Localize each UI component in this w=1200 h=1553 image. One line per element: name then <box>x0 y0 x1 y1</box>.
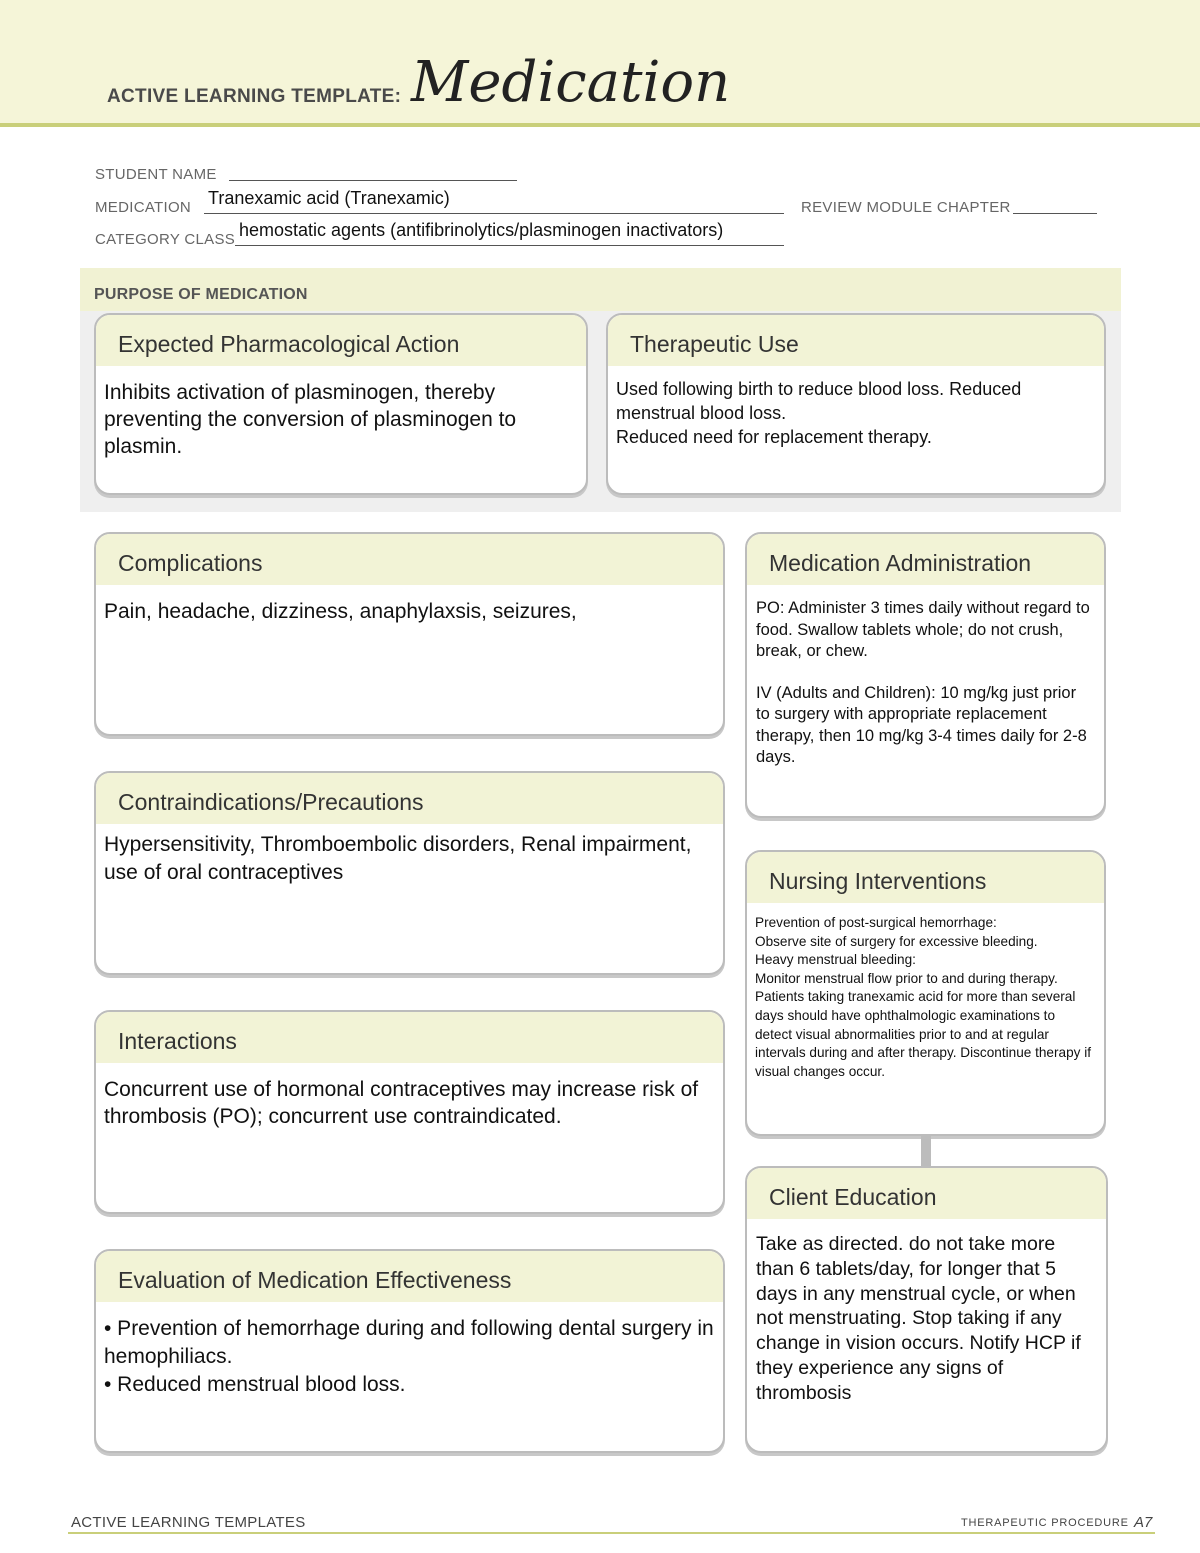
nursing-line: Monitor menstrual flow prior to and during therapy. Patients taking tranexamic acid for more than several days should have ophthalmologic examinations to detect visual abnormalities prior to and at regular intervals during and after therapy. Discontinue therapy if visual changes occur. <box>755 970 1092 1079</box>
interactions-heading: Interactions <box>96 1012 723 1064</box>
category-class-label: CATEGORY CLASS <box>95 231 236 248</box>
medication-label: MEDICATION <box>95 199 192 216</box>
evaluation-line: • Reduced menstrual blood loss. <box>104 1373 406 1396</box>
nursing-line: Observe site of surgery for excessive bleeding. <box>755 933 1038 949</box>
contraindications-heading: Contraindications/Precautions <box>96 773 723 825</box>
administration-body[interactable] <box>747 586 1104 769</box>
review-module-label: REVIEW MODULE CHAPTER <box>801 199 1011 216</box>
nursing-interventions-box <box>745 850 1106 1136</box>
header-divider <box>0 123 1200 127</box>
category-class-value: hemostatic agents (antifibrinolytics/plasminogen inactivators) <box>239 220 724 240</box>
expected-action-heading: Expected Pharmacological Action <box>96 315 586 367</box>
evaluation-box <box>94 1249 725 1453</box>
administration-box <box>745 532 1106 818</box>
nursing-line: Heavy menstrual bleeding: <box>755 952 916 968</box>
connector-bar <box>921 1136 931 1166</box>
administration-paragraph: IV (Adults and Children): 10 mg/kg just prior to surgery with appropriate replacement therapy, then 10 mg/kg 3-4 times daily for 2-8 days. <box>756 683 1087 766</box>
evaluation-body[interactable] <box>96 1303 723 1399</box>
student-name-label: STUDENT NAME <box>95 166 217 183</box>
therapeutic-use-box <box>606 313 1106 495</box>
nursing-interventions-body[interactable] <box>747 904 1104 1081</box>
therapeutic-use-heading: Therapeutic Use <box>608 315 1104 367</box>
client-education-box <box>745 1166 1108 1453</box>
category-class-field[interactable] <box>235 220 784 246</box>
student-name-field[interactable] <box>229 180 517 181</box>
interactions-box <box>94 1010 725 1214</box>
expected-action-box <box>94 313 588 495</box>
contraindications-body[interactable]: Hypersensitivity, Thromboembolic disorders, Renal impairment, use of oral contraceptives <box>104 833 692 884</box>
purpose-title: PURPOSE OF MEDICATION <box>94 286 308 303</box>
footer-divider <box>68 1532 1155 1534</box>
footer-right-label: THERAPEUTIC PROCEDURE <box>961 1517 1129 1529</box>
client-education-heading: Client Education <box>747 1168 1106 1220</box>
footer-page-number: A7 <box>1134 1514 1153 1531</box>
administration-paragraph: PO: Administer 3 times daily without regard to food. Swallow tablets whole; do not crush, break, or chew. <box>756 599 1090 660</box>
footer-left-label: ACTIVE LEARNING TEMPLATES <box>71 1514 306 1531</box>
therapeutic-use-line: Used following birth to reduce blood loss. Reduced menstrual blood loss. <box>616 379 1022 423</box>
complications-box <box>94 532 725 736</box>
complications-heading: Complications <box>96 534 723 586</box>
expected-action-body[interactable]: Inhibits activation of plasminogen, thereby preventing the conversion of plasminogen to plasmin. <box>104 381 517 458</box>
complications-body[interactable]: Pain, headache, dizziness, anaphylaxsis, seizures, <box>104 600 577 623</box>
therapeutic-use-line: Reduced need for replacement therapy. <box>616 427 932 447</box>
contraindications-box <box>94 771 725 975</box>
evaluation-heading: Evaluation of Medication Effectiveness <box>96 1251 723 1303</box>
administration-heading: Medication Administration <box>747 534 1104 586</box>
review-module-field[interactable] <box>1013 213 1097 214</box>
medication-value: Tranexamic acid (Tranexamic) <box>208 188 450 208</box>
medication-field[interactable] <box>204 188 784 214</box>
page-title: Medication <box>411 50 731 115</box>
nursing-line: Prevention of post-surgical hemorrhage: <box>755 915 997 930</box>
evaluation-line: • Prevention of hemorrhage during and following dental surgery in hemophiliacs. <box>104 1317 714 1368</box>
nursing-interventions-heading: Nursing Interventions <box>747 852 1104 904</box>
client-education-body[interactable]: Take as directed. do not take more than 6 tablets/day, for longer that 5 days in any menstrual cycle, or when not menstruating. Stop taking if any change in vision occurs. Notify HCP if they experience any signs of thrombosis <box>756 1233 1081 1404</box>
therapeutic-use-body[interactable] <box>608 367 1104 449</box>
template-label: ACTIVE LEARNING TEMPLATE: <box>107 86 402 107</box>
interactions-body[interactable]: Concurrent use of hormonal contraceptives may increase risk of thrombosis (PO); concurrent use contraindicated. <box>104 1078 699 1128</box>
